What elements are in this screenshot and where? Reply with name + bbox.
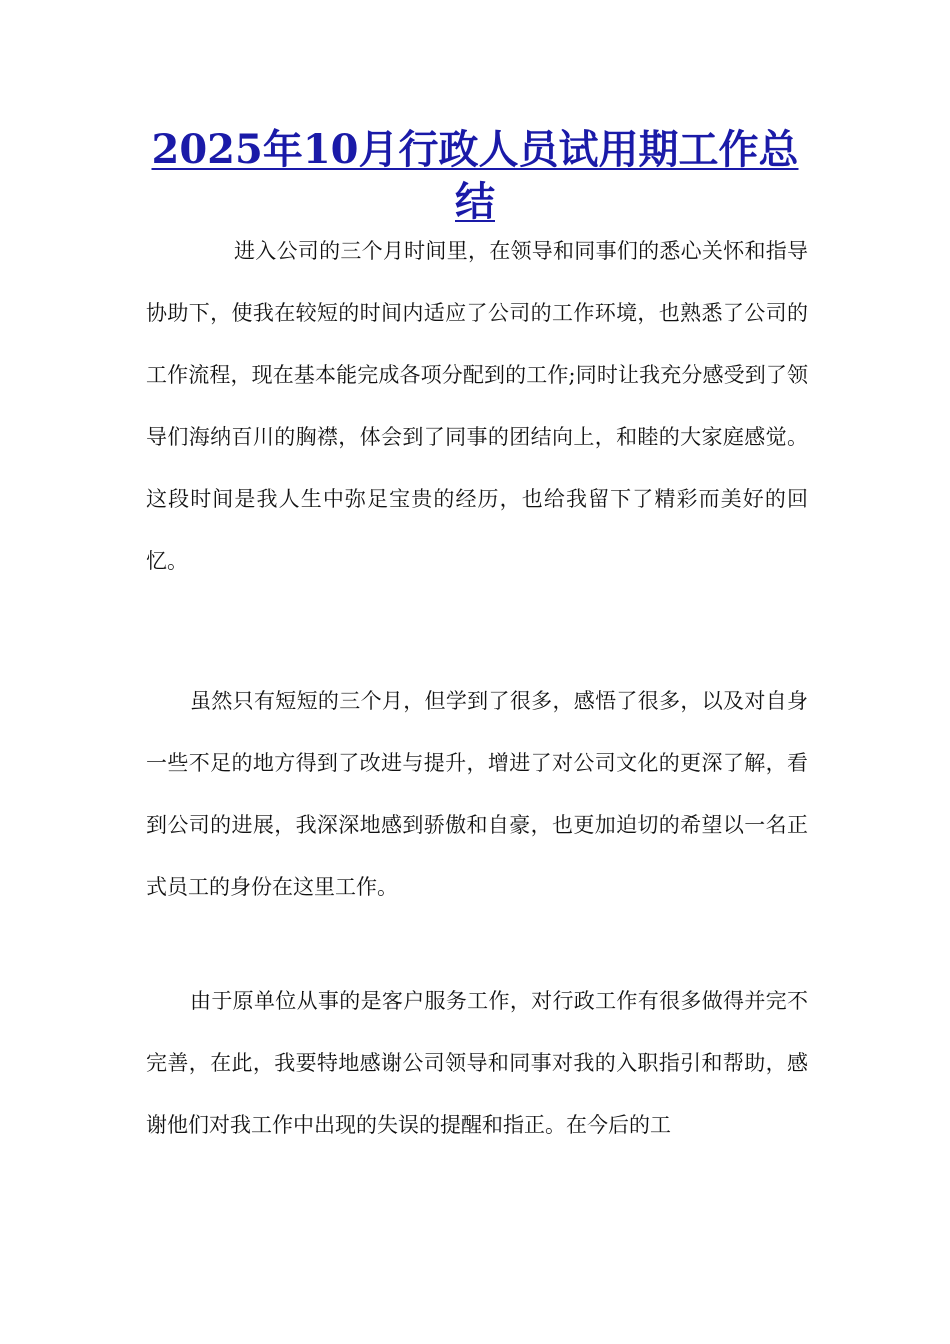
paragraph-1: 进入公司的三个月时间里，在领导和同事们的悉心关怀和指导协助下，使我在较短的时间内适应了公司的工作环境，也熟悉了公司的工作流程，现在基本能完成各项分配到的工作;同时让我充分感受到了领导们海纳百川的胸襟，体会到了同事的团结向上，和睦的大家庭感觉。这段时间是我人生中弥足宝贵的经历，也给我留下了精彩而美好的回忆。	[146, 239, 808, 573]
paragraph-3: 由于原单位从事的是客户服务工作，对行政工作有很多做得并完不完善，在此，我要特地感谢公司领导和同事对我的入职指引和帮助，感谢他们对我工作中出现的失误的提醒和指正。在今后的工	[146, 989, 808, 1137]
document-title[interactable]: 2025年10月行政人员试用期工作总结	[151, 126, 799, 225]
paragraph-2: 虽然只有短短的三个月，但学到了很多，感悟了很多，以及对自身一些不足的地方得到了改进与提升，增进了对公司文化的更深了解，看到公司的进展，我深深地感到骄傲和自豪，也更加迫切的希望以一名正式员工的身份在这里工作。	[146, 689, 808, 899]
